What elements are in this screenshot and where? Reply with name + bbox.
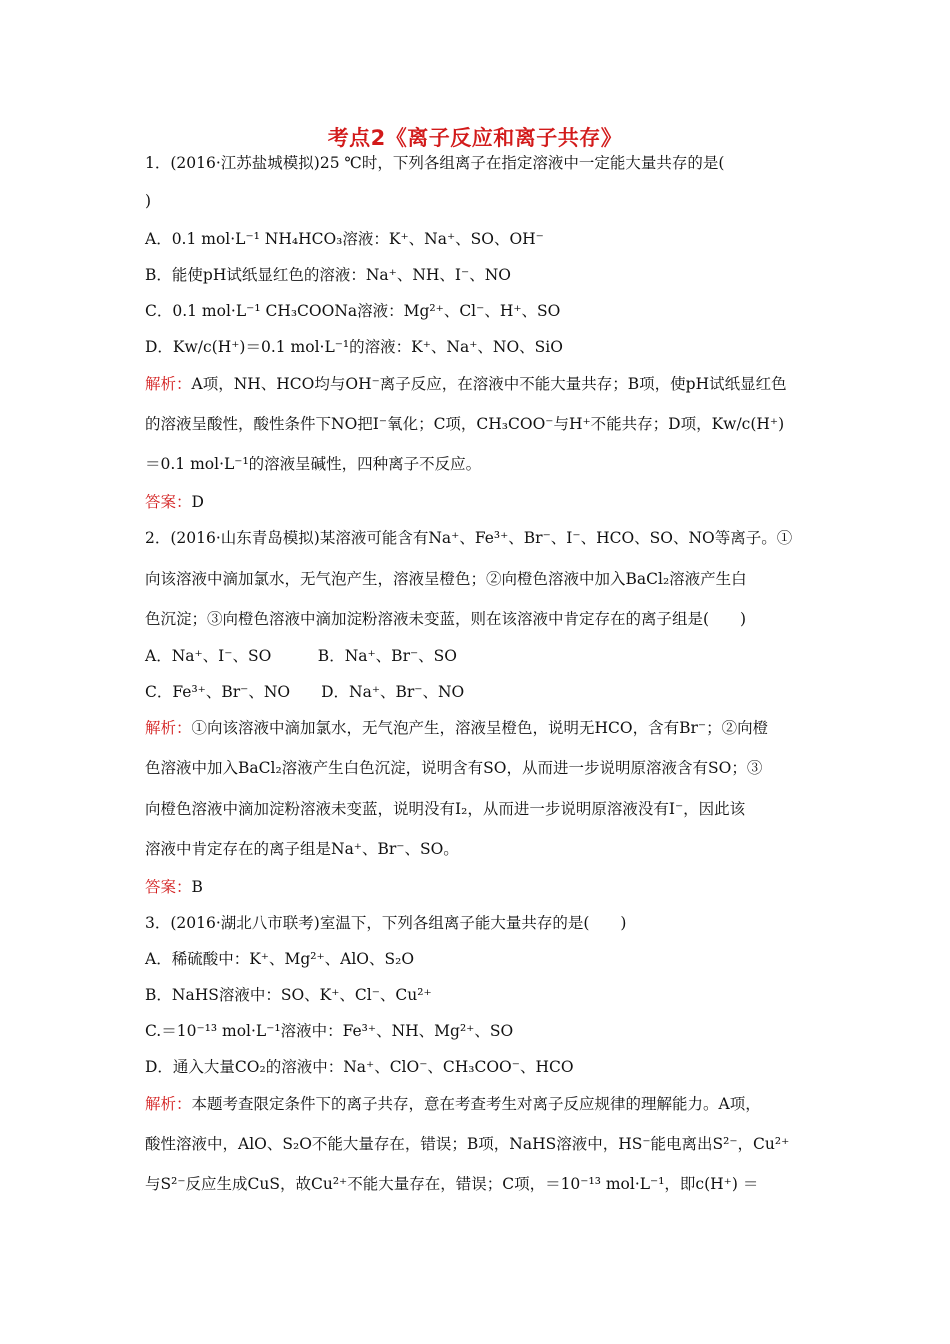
- q1-stem-line-2: ): [145, 192, 152, 210]
- q3-analysis-line-2: 酸性溶液中，AlO、S₂O不能大量存在，错误；B项，NaHS溶液中，HS⁻能电离出S²⁻，Cu²⁺: [145, 1135, 790, 1153]
- q3-option-c: C.＝10⁻¹³ mol·L⁻¹溶液中：Fe³⁺、NH、Mg²⁺、SO: [145, 1022, 514, 1040]
- analysis-label: 解析：: [145, 719, 192, 737]
- q2-stem-line-1: 2．(2016·山东青岛模拟)某溶液可能含有Na⁺、Fe³⁺、Br⁻、I⁻、HCO、SO、NO等离子。①: [145, 529, 793, 547]
- analysis-text: 本题考查限定条件下的离子共存，意在考查考生对离子反应规律的理解能力。A项，: [191, 1095, 761, 1113]
- q1-analysis-line-1: [145, 374, 787, 394]
- answer-value: B: [191, 878, 203, 896]
- q2-stem-line-3: 色沉淀；③向橙色溶液中滴加淀粉溶液未变蓝，则在该溶液中肯定存在的离子组是( ): [145, 610, 747, 628]
- q3-option-d: D．通入大量CO₂的溶液中：Na⁺、ClO⁻、CH₃COO⁻、HCO: [145, 1058, 574, 1076]
- q2-stem-line-2: 向该溶液中滴加氯水，无气泡产生，溶液呈橙色；②向橙色溶液中加入BaCl₂溶液产生白: [145, 570, 747, 588]
- q3-analysis-line-1: [145, 1094, 761, 1114]
- q2-options-ab: A．Na⁺、I⁻、SO B．Na⁺、Br⁻、SO: [145, 647, 457, 665]
- analysis-text: A项，NH、HCO均与OH⁻离子反应，在溶液中不能大量共存；B项，使pH试纸显红色: [191, 375, 787, 393]
- q2-options-cd: C．Fe³⁺、Br⁻、NO D．Na⁺、Br⁻、NO: [145, 683, 465, 701]
- page-title: 考点2《离子反应和离子共存》: [327, 126, 623, 150]
- analysis-text: ①向该溶液中滴加氯水，无气泡产生，溶液呈橙色，说明无HCO，含有Br⁻；②向橙: [191, 719, 769, 737]
- q3-option-a: A．稀硫酸中：K⁺、Mg²⁺、AlO、S₂O: [145, 950, 415, 968]
- analysis-label: 解析：: [145, 1095, 192, 1113]
- q2-analysis-line-4: 溶液中肯定存在的离子组是Na⁺、Br⁻、SO。: [145, 840, 459, 858]
- q1-analysis-line-2: 的溶液呈酸性，酸性条件下NO把I⁻氧化；C项，CH₃COO⁻与H⁺不能共存；D项，Kw/c(H⁺): [145, 415, 785, 433]
- q2-analysis-line-3: 向橙色溶液中滴加淀粉溶液未变蓝，说明没有I₂，从而进一步说明原溶液没有I⁻，因此该: [145, 800, 746, 818]
- analysis-label: 解析：: [145, 375, 192, 393]
- q2-analysis-line-2: 色溶液中加入BaCl₂溶液产生白色沉淀，说明含有SO，从而进一步说明原溶液含有SO；③: [145, 759, 763, 777]
- q1-option-c: C．0.1 mol·L⁻¹ CH₃COONa溶液：Mg²⁺、Cl⁻、H⁺、SO: [145, 302, 561, 320]
- q1-option-a: A．0.1 mol·L⁻¹ NH₄HCO₃溶液：K⁺、Na⁺、SO、OH⁻: [145, 230, 544, 248]
- answer-label: 答案：: [145, 878, 192, 896]
- q3-analysis-line-3: 与S²⁻反应生成CuS，故Cu²⁺不能大量存在，错误；C项，＝10⁻¹³ mol·L⁻¹，即c(H⁺) ＝: [145, 1175, 759, 1193]
- q1-analysis-line-3: ＝0.1 mol·L⁻¹的溶液呈碱性，四种离子不反应。: [145, 455, 482, 473]
- answer-value: D: [191, 493, 204, 511]
- q2-answer: [145, 877, 203, 897]
- q1-option-d: D．Kw/c(H⁺)＝0.1 mol·L⁻¹的溶液：K⁺、Na⁺、NO、SiO: [145, 338, 563, 356]
- q2-analysis-line-1: [145, 718, 768, 738]
- q1-stem-line-1: 1．(2016·江苏盐城模拟)25 ℃时，下列各组离子在指定溶液中一定能大量共存的是(: [145, 154, 725, 172]
- answer-label: 答案：: [145, 493, 192, 511]
- q1-answer: [145, 492, 204, 512]
- q3-option-b: B．NaHS溶液中：SO、K⁺、Cl⁻、Cu²⁺: [145, 986, 432, 1004]
- q1-option-b: B．能使pH试纸显红色的溶液：Na⁺、NH、I⁻、NO: [145, 266, 511, 284]
- q3-stem: 3．(2016·湖北八市联考)室温下，下列各组离子能大量共存的是( ): [145, 914, 627, 932]
